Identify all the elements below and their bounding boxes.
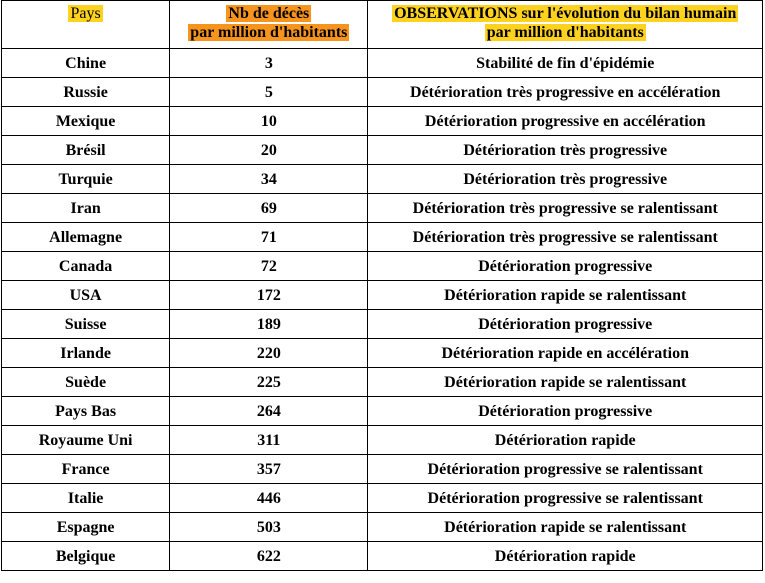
- cell-deaths: 220: [170, 339, 368, 368]
- cell-deaths: 189: [170, 310, 368, 339]
- cell-deaths: 357: [170, 455, 368, 484]
- table-row: [2, 513, 763, 542]
- cell-deaths: 72: [170, 252, 368, 281]
- cell-country: Irlande: [2, 339, 170, 368]
- cell-deaths: 5: [170, 78, 368, 107]
- header-deaths-line2: par million d'habitants: [190, 24, 348, 41]
- cell-country: Allemagne: [2, 223, 170, 252]
- cell-observation: Détérioration très progressive: [368, 136, 763, 165]
- cell-country: Mexique: [2, 107, 170, 136]
- table-row: [2, 542, 763, 571]
- table-body: [2, 49, 763, 571]
- table-row: [2, 107, 763, 136]
- cell-observation: Détérioration progressive se ralentissant: [368, 455, 763, 484]
- table-row: [2, 223, 763, 252]
- cell-deaths: 172: [170, 281, 368, 310]
- header-country: [2, 1, 170, 49]
- cell-deaths: 71: [170, 223, 368, 252]
- cell-country: Turquie: [2, 165, 170, 194]
- table-row: [2, 165, 763, 194]
- table-row: [2, 252, 763, 281]
- cell-observation: Détérioration rapide: [368, 426, 763, 455]
- cell-deaths: 225: [170, 368, 368, 397]
- cell-deaths: 10: [170, 107, 368, 136]
- cell-country: Chine: [2, 49, 170, 78]
- cell-country: Belgique: [2, 542, 170, 571]
- cell-deaths: 622: [170, 542, 368, 571]
- cell-observation: Détérioration rapide se ralentissant: [368, 368, 763, 397]
- cell-country: Espagne: [2, 513, 170, 542]
- cell-observation: Détérioration très progressive se ralentissant: [368, 223, 763, 252]
- cell-country: Iran: [2, 194, 170, 223]
- cell-observation: Détérioration rapide en accélération: [368, 339, 763, 368]
- header-observations-line2: par million d'habitants: [486, 24, 644, 41]
- table-row: [2, 78, 763, 107]
- cell-observation: Détérioration progressive: [368, 310, 763, 339]
- cell-country: France: [2, 455, 170, 484]
- cell-deaths: 503: [170, 513, 368, 542]
- table-row: [2, 484, 763, 513]
- cell-deaths: 264: [170, 397, 368, 426]
- cell-observation: Détérioration progressive: [368, 397, 763, 426]
- cell-observation: Détérioration rapide se ralentissant: [368, 513, 763, 542]
- header-row: [2, 1, 763, 49]
- cell-country: Canada: [2, 252, 170, 281]
- cell-observation: Détérioration rapide: [368, 542, 763, 571]
- cell-observation: Détérioration rapide se ralentissant: [368, 281, 763, 310]
- table-header: [2, 1, 763, 49]
- cell-observation: Stabilité de fin d'épidémie: [368, 49, 763, 78]
- table-row: [2, 339, 763, 368]
- cell-country: Brésil: [2, 136, 170, 165]
- cell-country: Russie: [2, 78, 170, 107]
- table-row: [2, 194, 763, 223]
- cell-country: Suède: [2, 368, 170, 397]
- table-row: [2, 49, 763, 78]
- header-observations: [368, 1, 763, 49]
- table-row: [2, 397, 763, 426]
- cell-observation: Détérioration progressive se ralentissant: [368, 484, 763, 513]
- table-row: [2, 281, 763, 310]
- header-deaths: [170, 1, 368, 49]
- table-row: [2, 136, 763, 165]
- header-country-label: Pays: [70, 5, 101, 22]
- cell-observation: Détérioration très progressive: [368, 165, 763, 194]
- cell-country: Royaume Uni: [2, 426, 170, 455]
- table-row: [2, 455, 763, 484]
- covid-deaths-table: [1, 0, 763, 571]
- cell-deaths: 69: [170, 194, 368, 223]
- cell-observation: Détérioration très progressive se ralentissant: [368, 194, 763, 223]
- cell-deaths: 20: [170, 136, 368, 165]
- table-row: [2, 426, 763, 455]
- cell-country: USA: [2, 281, 170, 310]
- cell-country: Suisse: [2, 310, 170, 339]
- cell-deaths: 3: [170, 49, 368, 78]
- cell-observation: Détérioration progressive: [368, 252, 763, 281]
- cell-country: Italie: [2, 484, 170, 513]
- cell-observation: Détérioration très progressive en accélération: [368, 78, 763, 107]
- cell-deaths: 311: [170, 426, 368, 455]
- table-row: [2, 310, 763, 339]
- cell-deaths: 34: [170, 165, 368, 194]
- table-row: [2, 368, 763, 397]
- cell-country: Pays Bas: [2, 397, 170, 426]
- cell-observation: Détérioration progressive en accélération: [368, 107, 763, 136]
- cell-deaths: 446: [170, 484, 368, 513]
- header-observations-line1: OBSERVATIONS sur l'évolution du bilan humain: [394, 5, 737, 22]
- header-deaths-line1: Nb de décès: [228, 5, 310, 22]
